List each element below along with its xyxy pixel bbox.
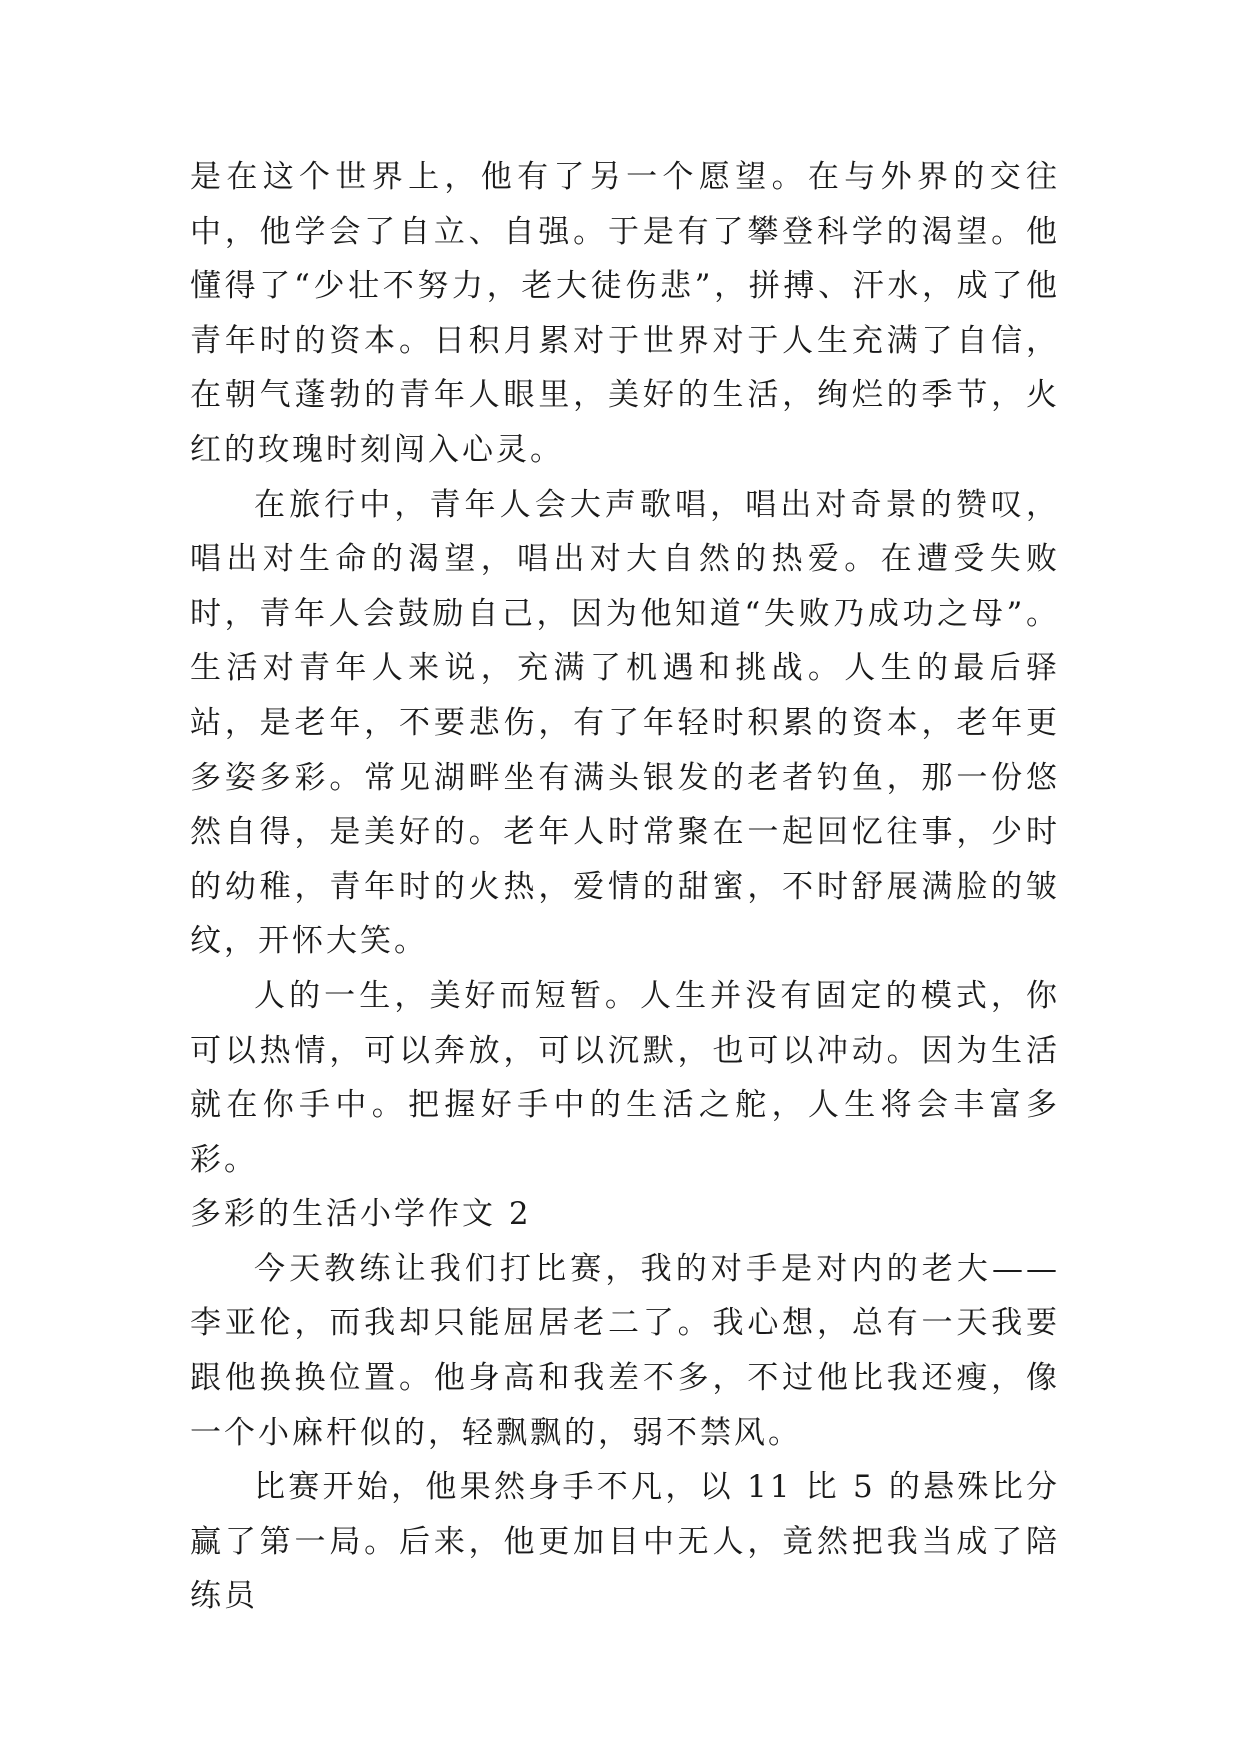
paragraph-life-summary: 人的一生，美好而短暂。人生并没有固定的模式，你可以热情，可以奔放，可以沉默，也可以冲动。因为生活就在你手中。把握好手中的生活之舵，人生将会丰富多彩。	[190, 977, 1060, 1178]
paragraph-continuation: 是在这个世界上，他有了另一个愿望。在与外界的交往中，他学会了自立、自强。于是有了攀登科学的渴望。他懂得了“少壮不努力，老大徒伤悲”，拼搏、汗水，成了他青年时的资本。日积月累对于世界对于人生充满了自信，在朝气蓬勃的青年人眼里，美好的生活，绚烂的季节，火红的玫瑰时刻闯入心灵。	[190, 159, 1060, 468]
document-body	[190, 150, 1060, 1624]
paragraph-travel: 在旅行中，青年人会大声歌唱，唱出对奇景的赞叹，唱出对生命的渴望，唱出对大自然的热爱。在遭受失败时，青年人会鼓励自己，因为他知道“失败乃成功之母”。生活对青年人来说，充满了机遇和挑战。人生的最后驿站，是老年，不要悲伤，有了年轻时积累的资本，老年更多姿多彩。常见湖畔坐有满头银发的老者钓鱼，那一份悠然自得，是美好的。老年人时常聚在一起回忆往事，少时的幼稚，青年时的火热，爱情的甜蜜，不时舒展满脸的皱纹，开怀大笑。	[190, 486, 1060, 960]
essay-heading: 多彩的生活小学作文 2	[190, 1196, 532, 1233]
paragraph-match-intro: 今天教练让我们打比赛，我的对手是对内的老大——李亚伦，而我却只能屈居老二了。我心想，总有一天我要跟他换换位置。他身高和我差不多，不过他比我还瘦，像一个小麻杆似的，轻飘飘的，弱不禁风。	[190, 1250, 1060, 1451]
paragraph-match-start: 比赛开始，他果然身手不凡，以 11 比 5 的悬殊比分赢了第一局。后来，他更加目中无人，竟然把我当成了陪练员	[190, 1469, 1060, 1615]
